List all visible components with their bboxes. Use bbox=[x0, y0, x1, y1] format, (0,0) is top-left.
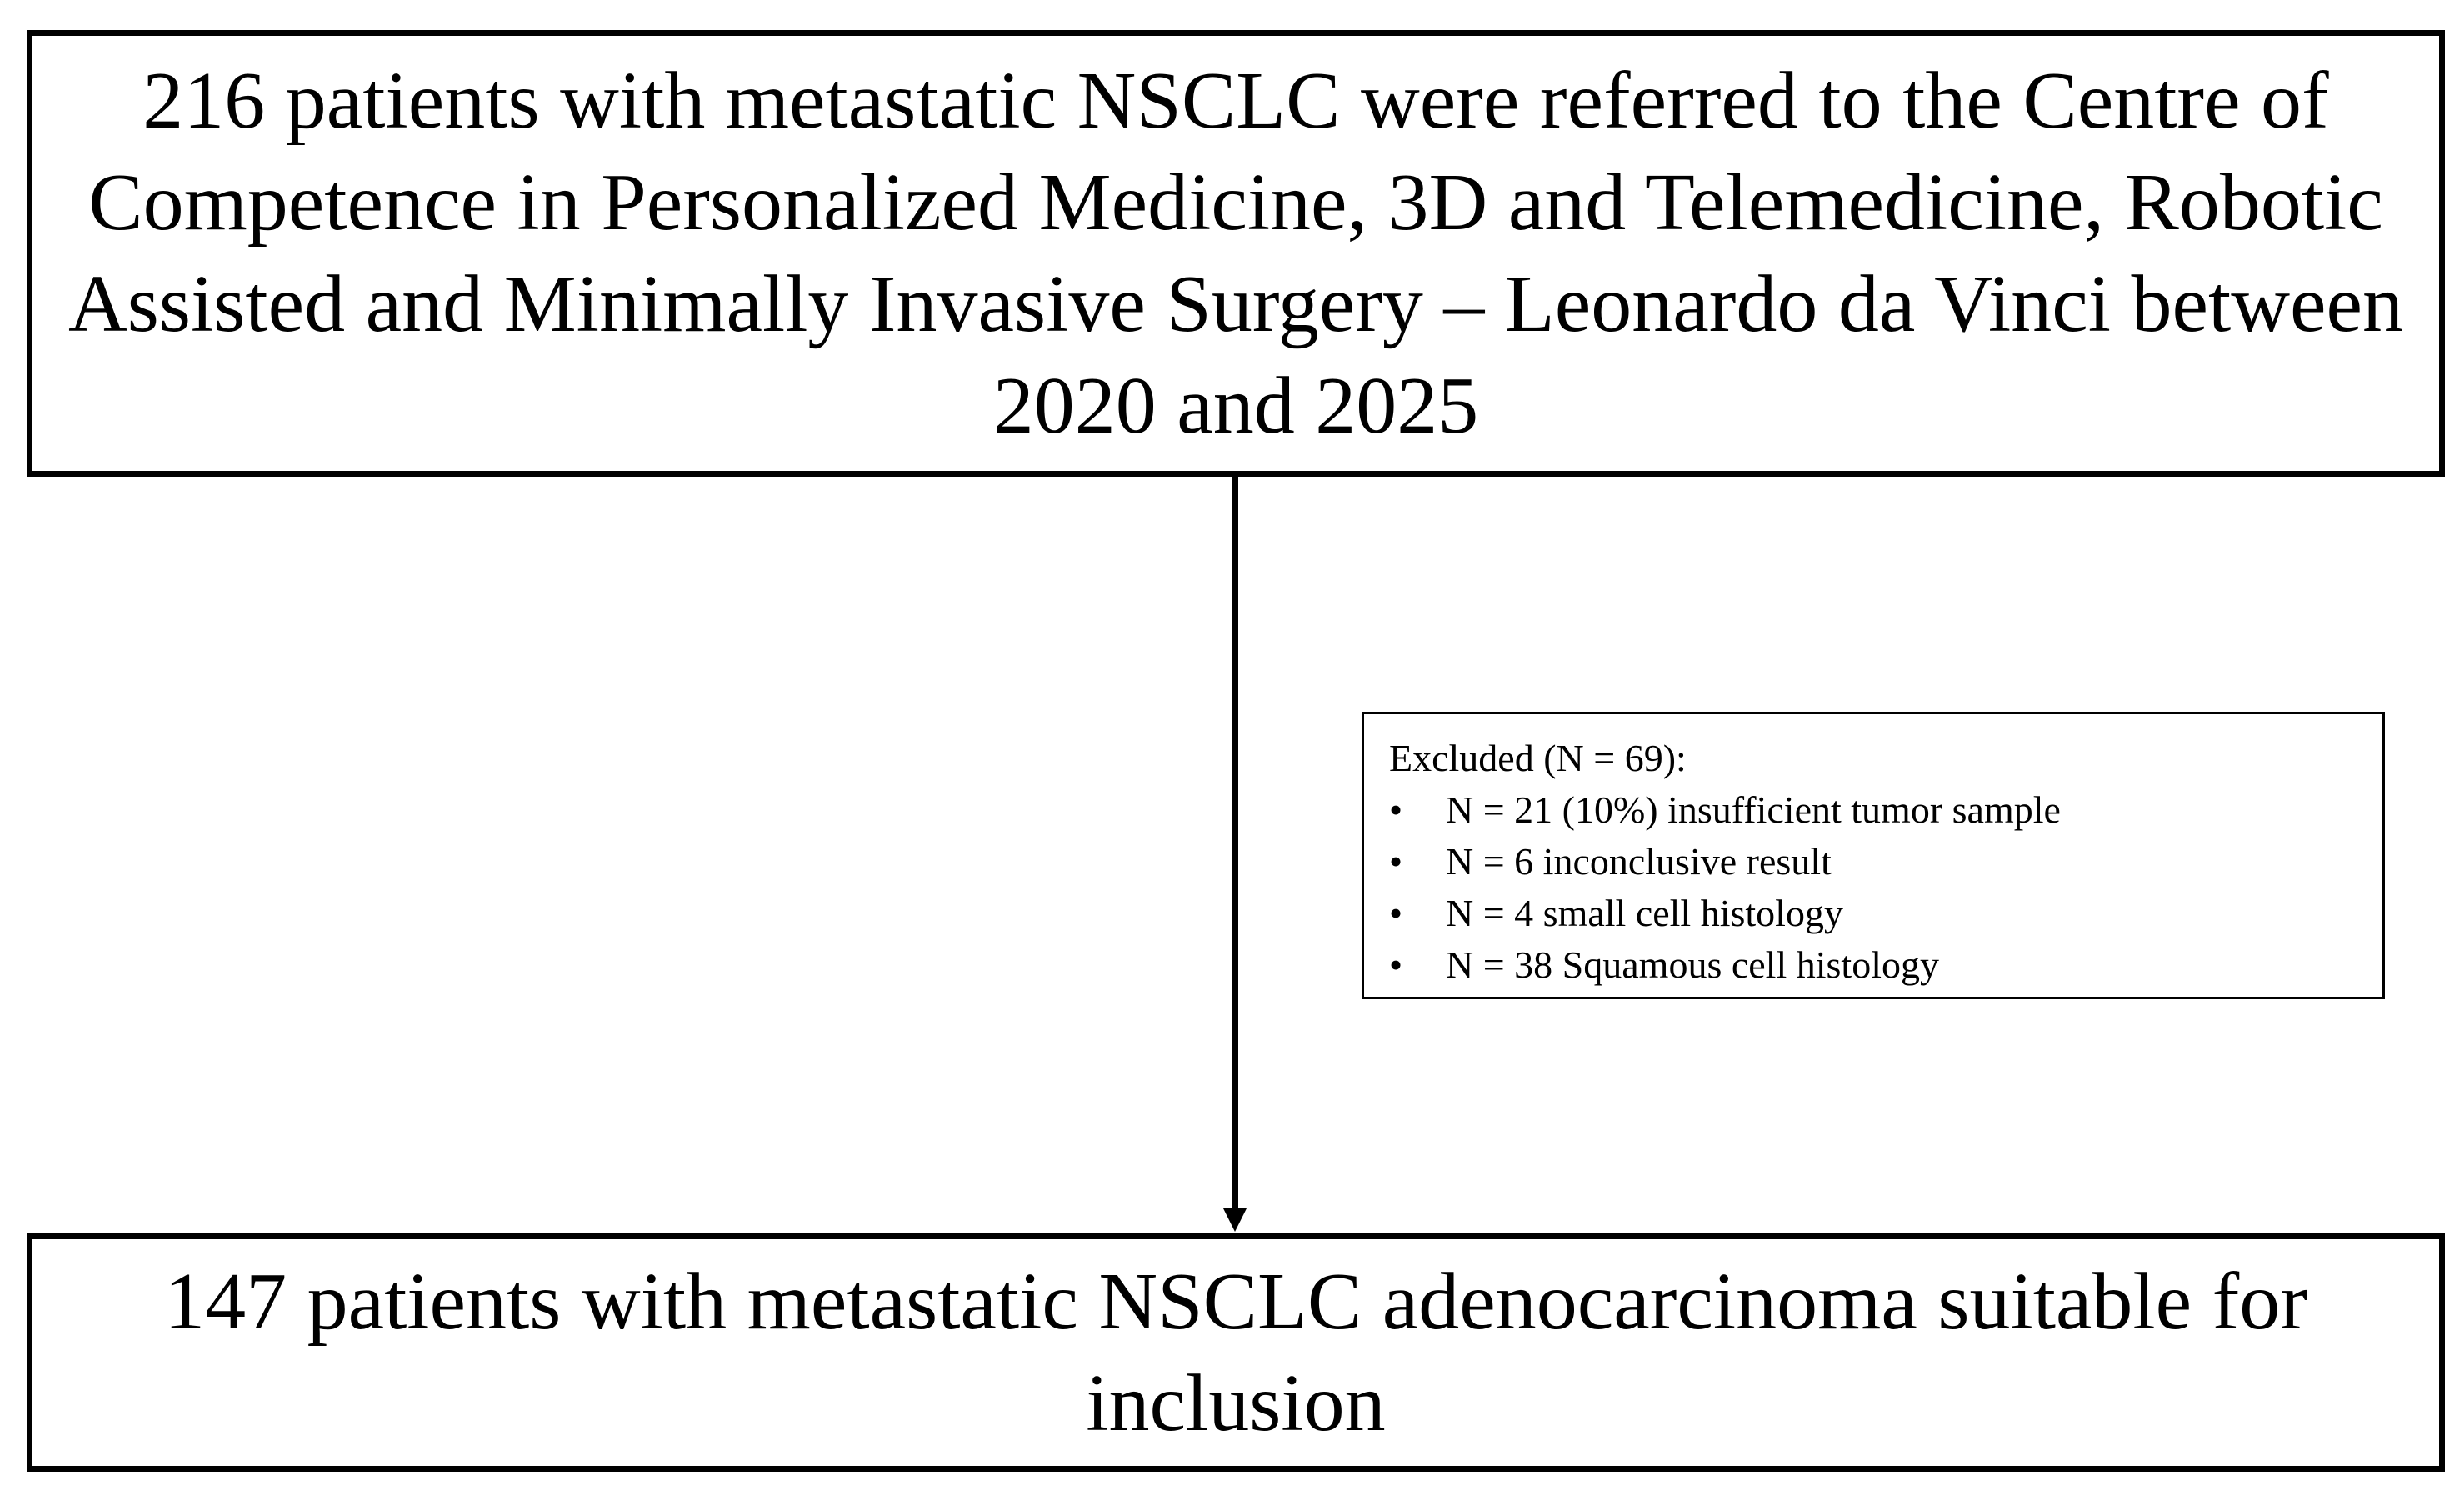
bullet-icon: • bbox=[1389, 943, 1403, 986]
included-patients-text: 147 patients with metastatic NSCLC adenocarcinoma suitable for inclusion bbox=[164, 1257, 2307, 1448]
exclusion-item-text: N = 4 small cell histology bbox=[1446, 892, 1843, 934]
referred-patients-box bbox=[27, 30, 2445, 477]
exclusion-item bbox=[1389, 888, 2357, 939]
bullet-icon: • bbox=[1389, 892, 1403, 934]
exclusion-item-text: N = 6 inconclusive result bbox=[1446, 840, 1832, 883]
exclusion-item-text: N = 21 (10%) insufficient tumor sample bbox=[1446, 788, 2061, 831]
included-patients-box bbox=[27, 1233, 2445, 1472]
exclusion-box bbox=[1362, 712, 2385, 999]
exclusion-item bbox=[1389, 836, 2357, 888]
bullet-icon: • bbox=[1389, 788, 1403, 831]
exclusion-item bbox=[1389, 939, 2357, 991]
exclusion-list bbox=[1389, 784, 2357, 991]
exclusion-title: Excluded (N = 69): bbox=[1389, 737, 1687, 779]
flow-arrow-head bbox=[1223, 1208, 1247, 1232]
exclusion-item bbox=[1389, 784, 2357, 836]
bullet-icon: • bbox=[1389, 840, 1403, 883]
referred-patients-text: 216 patients with metastatic NSCLC were referred to the Centre of Competence in Personalized Medicine, 3D and Telemedicine, Robotic Assisted and Minimally Invasive Surgery – Leonardo da Vinci between 2020 and 2025 bbox=[68, 56, 2403, 451]
exclusion-item-text: N = 38 Squamous cell histology bbox=[1446, 943, 1939, 986]
